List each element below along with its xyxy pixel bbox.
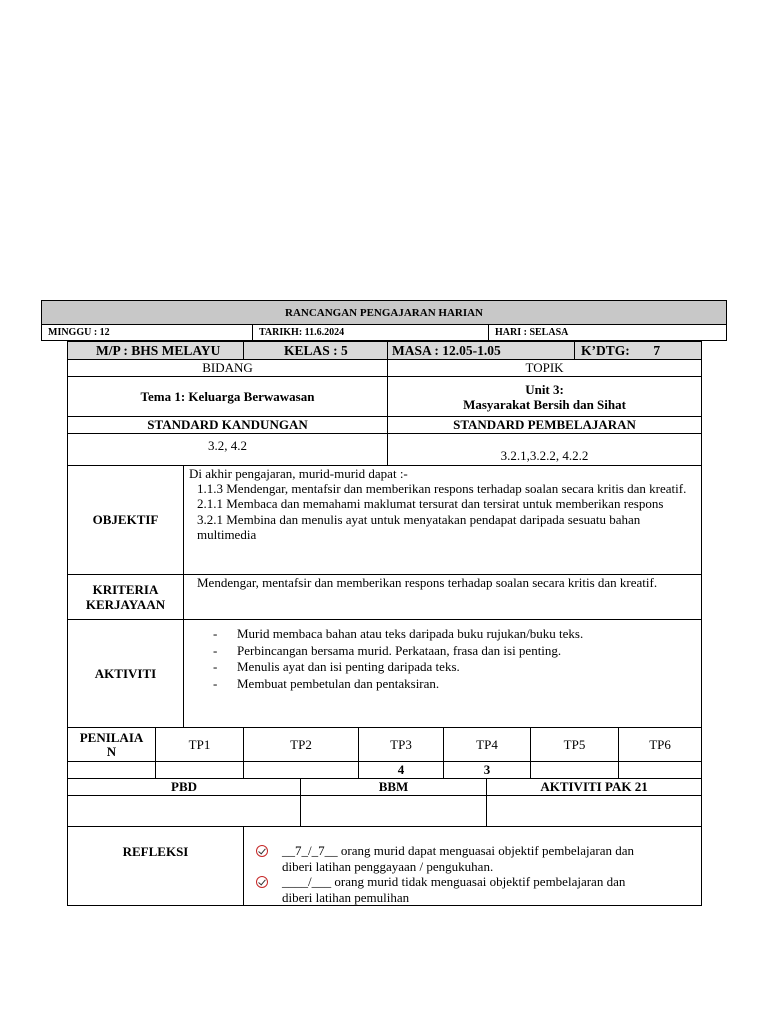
pbd-value: [68, 796, 301, 827]
tp1-header: TP1: [156, 728, 244, 762]
aktiviti-item: - Murid membaca bahan atau teks daripada buku rujukan/buku teks.: [184, 626, 701, 643]
check-circle-icon: [256, 845, 268, 857]
pak21-label: AKTIVITI PAK 21: [487, 779, 702, 796]
refleksi-item2-text: [282, 874, 625, 905]
objektif-item: 1.1.3 Mendengar, mentafsir dan memberikan respons terhadap soalan secara kritis dan kreatif.: [197, 481, 687, 497]
refleksi-item2-line2: diberi latihan pemulihan: [282, 889, 410, 905]
standard-kandungan-value: 3.2, 4.2: [68, 434, 388, 466]
kriteria-label: [68, 575, 184, 620]
tp6-value: [619, 762, 702, 779]
tp1-value: [156, 762, 244, 779]
tp5-header: TP5: [531, 728, 619, 762]
masa-cell: MASA : 12.05-1.05: [388, 342, 575, 360]
info-row: [68, 342, 702, 360]
objektif-intro: Di akhir pengajaran, murid-murid dapat :-: [189, 466, 408, 481]
bidang-label: BIDANG: [68, 360, 388, 377]
minggu-cell: MINGGU : 12: [42, 325, 253, 340]
refleksi-item1-line2: diberi latihan penggayaan / pengukuhan.: [282, 858, 494, 874]
aktiviti-list: [184, 626, 701, 692]
pbd-label: PBD: [68, 779, 301, 796]
header-info-row: [41, 324, 727, 341]
aktiviti-content: [184, 620, 702, 728]
tp3-value: 4: [359, 762, 444, 779]
bbm-label: BBM: [301, 779, 487, 796]
objektif-content: [184, 466, 702, 575]
standard-pembelajaran-value: 3.2.1,3.2.2, 4.2.2: [388, 434, 702, 466]
tp4-value: 3: [444, 762, 531, 779]
aktiviti-item: - Perbincangan bersama murid. Perkataan, frasa dan isi penting.: [184, 643, 701, 660]
tarikh-cell: TARIKH: 11.6.2024: [253, 325, 489, 340]
rph-title: RANCANGAN PENGAJARAN HARIAN: [41, 300, 727, 325]
topik-unit: Unit 3:: [525, 381, 564, 397]
check-circle-icon: [256, 876, 268, 888]
refleksi-item: [244, 874, 701, 905]
tp6-header: TP6: [619, 728, 702, 762]
aktiviti-label: AKTIVITI: [68, 620, 184, 728]
topik-value: [388, 377, 702, 417]
refleksi-label: REFLEKSI: [68, 827, 244, 906]
topik-title: Masyarakat Bersih dan Sihat: [463, 396, 626, 412]
rph-header: [41, 300, 727, 341]
refleksi-item1-text: [282, 843, 634, 874]
aktiviti-item: - Membuat pembetulan dan pentaksiran.: [184, 676, 701, 693]
mp-cell: M/P : BHS MELAYU: [68, 342, 244, 360]
tp3-header: TP3: [359, 728, 444, 762]
tp2-value: [244, 762, 359, 779]
aktiviti-item: - Menulis ayat dan isi penting daripada teks.: [184, 659, 701, 676]
pak21-value: [487, 796, 702, 827]
refleksi-item2-line1: ____/___ orang murid tidak menguasai objektif pembelajaran dan: [282, 874, 626, 889]
bidang-value: Tema 1: Keluarga Berwawasan: [68, 377, 388, 417]
objektif-item: 3.2.1 Membina dan menulis ayat untuk menyatakan pendapat daripada sesuatu bahan multimedia: [197, 511, 641, 542]
penilaian-label-line1: PENILAIA: [79, 729, 144, 745]
hari-cell: HARI : SELASA: [495, 327, 569, 338]
topik-label: TOPIK: [388, 360, 702, 377]
tp2-header: TP2: [244, 728, 359, 762]
bbm-value: [301, 796, 487, 827]
kelas-cell: KELAS : 5: [244, 342, 388, 360]
refleksi-item1-line1: __7_/_7__ orang murid dapat menguasai objektif pembelajaran dan: [282, 843, 634, 858]
objektif-label: OBJEKTIF: [68, 466, 184, 575]
kriteria-value: Mendengar, mentafsir dan memberikan respons terhadap soalan secara kritis dan kreatif.: [184, 575, 702, 620]
tp5-value: [531, 762, 619, 779]
kdtg-cell: K’DTG: 7: [575, 342, 702, 360]
penilaian-blank: [68, 762, 156, 779]
kriteria-label-line1: KRITERIA: [92, 582, 159, 597]
standard-kandungan-label: STANDARD KANDUNGAN: [68, 417, 388, 434]
penilaian-label-line2: N: [106, 743, 117, 759]
kriteria-label-line2: KERJAYAAN: [85, 597, 166, 612]
refleksi-content: [244, 827, 702, 906]
standard-pembelajaran-label: STANDARD PEMBELAJARAN: [388, 417, 702, 434]
objektif-item: 2.1.1 Membaca dan memahami maklumat tersurat dan tersirat untuk memberikan respons: [197, 496, 664, 512]
lesson-plan-table: [67, 341, 702, 906]
refleksi-item: [244, 843, 701, 874]
tp4-header: TP4: [444, 728, 531, 762]
penilaian-label: [68, 728, 156, 762]
